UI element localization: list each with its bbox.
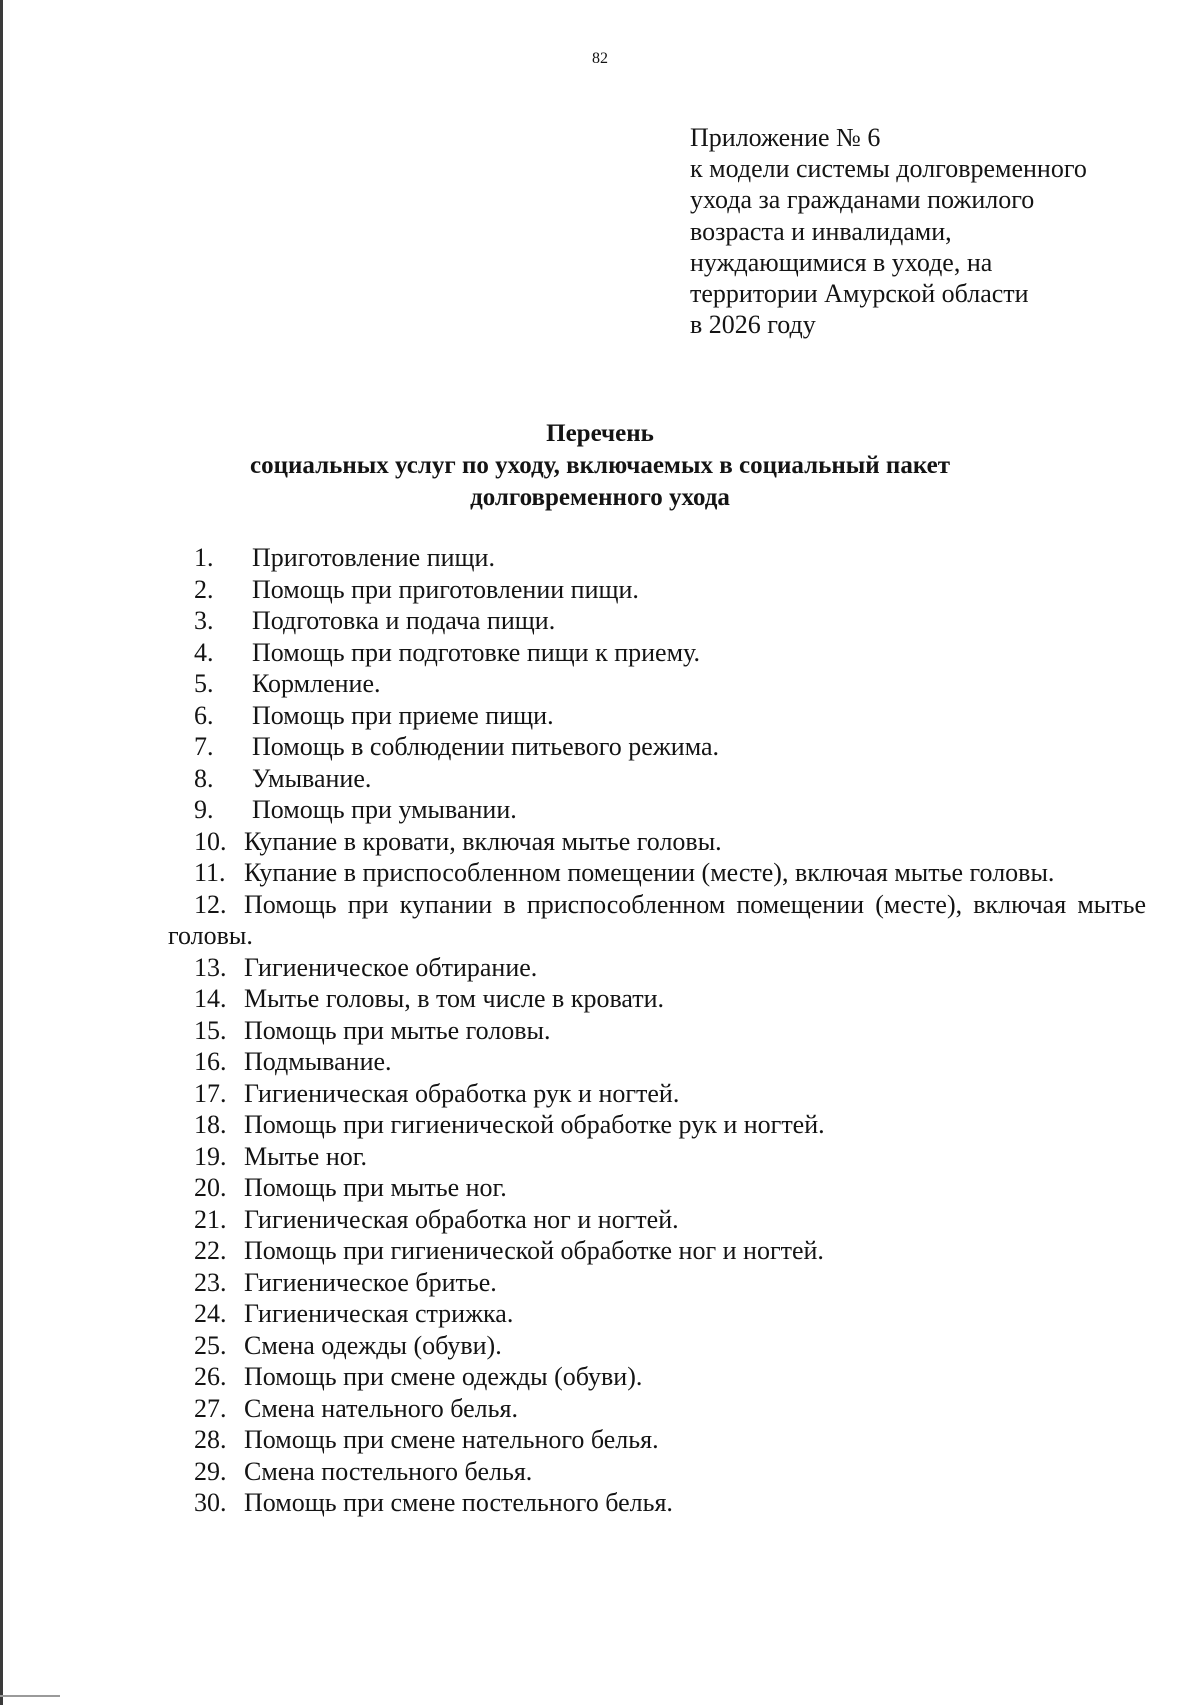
- title-line-2: социальных услуг по уходу, включаемых в социальный пакет: [250, 452, 950, 479]
- list-item: [168, 1393, 1146, 1425]
- list-item-text: Помощь при приготовлении пищи.: [252, 574, 639, 604]
- list-item-text: Гигиеническая обработка рук и ногтей.: [244, 1078, 680, 1108]
- list-item: [168, 1109, 1146, 1141]
- list-item-number: 18.: [194, 1110, 227, 1139]
- list-item-text: Гигиеническое бритье.: [244, 1267, 497, 1297]
- list-item-text: Помощь при подготовке пищи к приему.: [252, 637, 700, 667]
- list-item: [168, 1267, 1146, 1299]
- appendix-line: возраста и инвалидами,: [690, 216, 952, 246]
- list-item-number: 1.: [194, 543, 214, 572]
- list-item-number: 26.: [194, 1362, 227, 1391]
- list-item: [168, 889, 1146, 952]
- list-item: [168, 1330, 1146, 1362]
- list-item: [168, 731, 1146, 763]
- list-item-text: Гигиеническое обтирание.: [244, 952, 538, 982]
- list-item-number: 9.: [194, 795, 214, 824]
- list-item: [168, 1141, 1146, 1173]
- list-item-number: 10.: [194, 826, 227, 856]
- list-item-number: 17.: [194, 1078, 227, 1108]
- list-item-text: Помощь в соблюдении питьевого режима.: [252, 732, 720, 761]
- list-item-text: Помощь при купании в приспособленном помещении (месте), включая мытье головы.: [168, 889, 1146, 950]
- appendix-line: в 2026 году: [690, 310, 816, 340]
- list-item-text: Помощь при мытье головы.: [244, 1015, 551, 1045]
- list-item: [168, 668, 1146, 700]
- appendix-line: к модели системы долговременного: [690, 154, 1087, 184]
- scan-edge-mark: [0, 1695, 60, 1697]
- list-item-number: 12.: [194, 889, 227, 919]
- list-item-text: Смена одежды (обуви).: [244, 1330, 502, 1360]
- list-item-text: Подмывание.: [244, 1047, 392, 1076]
- list-item-text: Купание в приспособленном помещении (месте), включая мытье головы.: [244, 858, 1055, 887]
- services-list: [168, 542, 1146, 1519]
- list-item-number: 24.: [194, 1299, 227, 1328]
- list-item: [168, 1078, 1146, 1110]
- list-item-number: 7.: [194, 732, 214, 761]
- list-item-number: 4.: [194, 637, 214, 667]
- list-item: [168, 1361, 1146, 1393]
- list-item-text: Помощь при умывании.: [252, 795, 517, 824]
- list-item-text: Гигиеническая обработка ног и ногтей.: [244, 1204, 679, 1234]
- list-item-number: 16.: [194, 1047, 227, 1076]
- list-item-number: 14.: [194, 984, 227, 1013]
- list-item: [168, 794, 1146, 826]
- list-item-text: Мытье ног.: [244, 1141, 367, 1171]
- list-item-number: 28.: [194, 1425, 227, 1454]
- list-item-text: Помощь при приеме пищи.: [252, 700, 554, 730]
- list-item: [168, 1046, 1146, 1078]
- list-item-text: Помощь при гигиенической обработке рук и ногтей.: [244, 1110, 825, 1139]
- list-item-number: 6.: [194, 700, 214, 730]
- list-item-text: Смена нательного белья.: [244, 1393, 518, 1423]
- list-item-number: 20.: [194, 1173, 227, 1202]
- list-item: [168, 542, 1146, 574]
- appendix-line: нуждающимися в уходе, на: [690, 247, 993, 277]
- list-item-text: Помощь при смене одежды (обуви).: [244, 1362, 643, 1391]
- list-item: [168, 1172, 1146, 1204]
- appendix-line: ухода за гражданами пожилого: [690, 185, 1035, 215]
- list-item-text: Купание в кровати, включая мытье головы.: [244, 826, 722, 856]
- list-item-number: 22.: [194, 1236, 227, 1265]
- list-item-text: Приготовление пищи.: [252, 543, 495, 572]
- list-item-number: 13.: [194, 952, 227, 982]
- title-line-3: долговременного ухода: [470, 484, 730, 511]
- list-item: [168, 1015, 1146, 1047]
- list-item: [168, 1298, 1146, 1330]
- page-number: 82: [592, 50, 608, 67]
- list-item: [168, 1204, 1146, 1236]
- list-item-number: 5.: [194, 669, 214, 698]
- list-item-number: 3.: [194, 606, 214, 635]
- list-item: [168, 637, 1146, 669]
- list-item-text: Помощь при смене постельного белья.: [244, 1488, 673, 1517]
- appendix-reference: [690, 122, 1087, 340]
- list-item-text: Кормление.: [252, 669, 381, 698]
- list-item: [168, 1235, 1146, 1267]
- list-item: [168, 857, 1146, 889]
- list-item-text: Подготовка и подача пищи.: [252, 606, 556, 635]
- list-item-number: 29.: [194, 1456, 227, 1486]
- appendix-line: территории Амурской области: [690, 279, 1029, 309]
- list-item: [168, 763, 1146, 795]
- list-item-text: Смена постельного белья.: [244, 1456, 533, 1486]
- document-title: [0, 418, 1200, 514]
- list-item-text: Помощь при мытье ног.: [244, 1173, 507, 1202]
- list-item-text: Умывание.: [252, 763, 372, 793]
- list-item-number: 21.: [194, 1204, 227, 1234]
- list-item: [168, 700, 1146, 732]
- list-item: [168, 826, 1146, 858]
- list-item: [168, 1424, 1146, 1456]
- list-item-text: Помощь при гигиенической обработке ног и ногтей.: [244, 1236, 824, 1265]
- list-item-text: Помощь при смене нательного белья.: [244, 1425, 659, 1454]
- list-item: [168, 983, 1146, 1015]
- list-item: [168, 952, 1146, 984]
- list-item-number: 30.: [194, 1488, 227, 1517]
- list-item: [168, 574, 1146, 606]
- scan-edge-left: [0, 0, 3, 1705]
- list-item: [168, 1456, 1146, 1488]
- list-item-number: 27.: [194, 1393, 227, 1423]
- appendix-line: Приложение № 6: [690, 123, 881, 152]
- list-item-number: 2.: [194, 574, 214, 604]
- title-line-1: Перечень: [546, 420, 654, 447]
- list-item-number: 8.: [194, 763, 214, 793]
- list-item-number: 25.: [194, 1330, 227, 1360]
- list-item-text: Мытье головы, в том числе в кровати.: [244, 984, 665, 1013]
- list-item-number: 11.: [194, 858, 226, 887]
- list-item: [168, 605, 1146, 637]
- list-item-number: 19.: [194, 1141, 227, 1171]
- list-item-text: Гигиеническая стрижка.: [244, 1299, 514, 1328]
- list-item-number: 15.: [194, 1015, 227, 1045]
- list-item: [168, 1487, 1146, 1519]
- list-item-number: 23.: [194, 1267, 227, 1297]
